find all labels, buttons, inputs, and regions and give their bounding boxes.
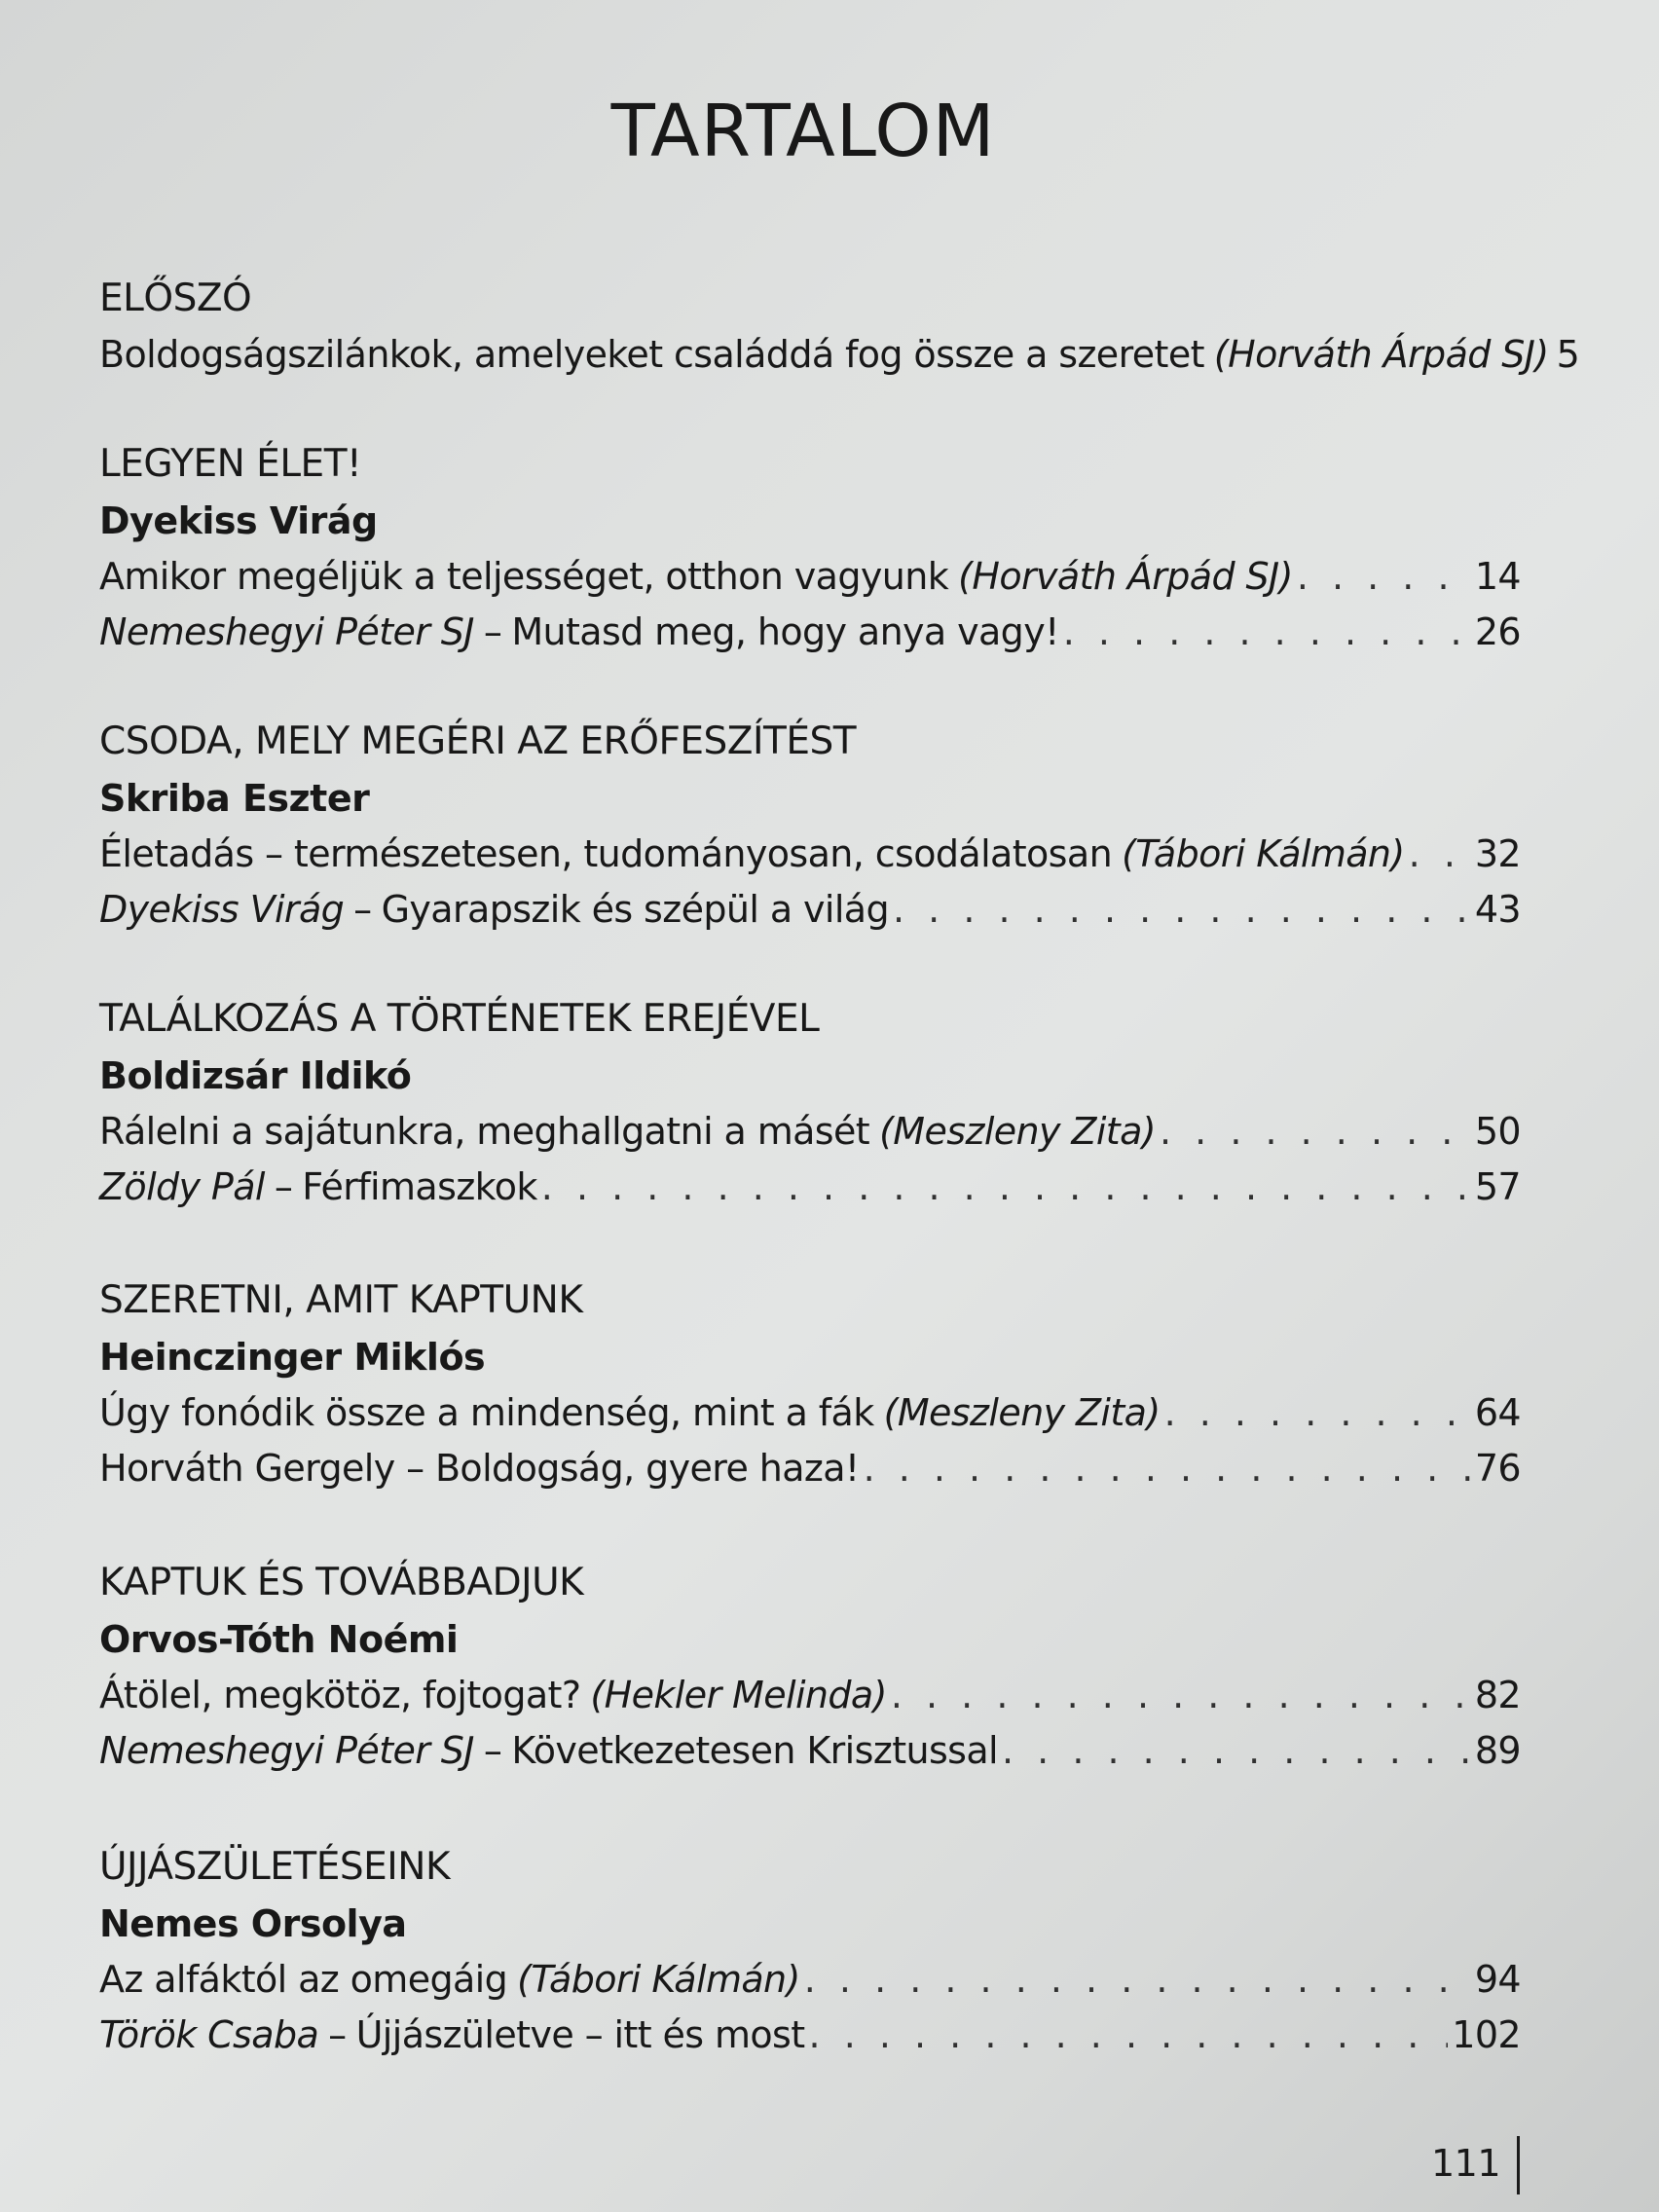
section-heading: ELŐSZÓ — [99, 276, 252, 320]
entry-page-number: 5 — [1556, 333, 1580, 376]
leader-dots — [1160, 1104, 1471, 1160]
section-author: Boldizsár Ildikó — [99, 1054, 412, 1097]
entry-separator: – — [353, 888, 372, 931]
entry-author: Nemeshegyi Péter SJ — [99, 610, 474, 653]
entry-page-number: 76 — [1474, 1447, 1521, 1490]
toc-entry — [99, 2008, 1521, 2063]
entry-title: Gyarapszik és szépül a világ — [381, 888, 889, 931]
entry-page-number: 50 — [1474, 1110, 1521, 1153]
toc-entry — [99, 882, 1521, 938]
entry-author: Török Csaba — [99, 2013, 319, 2056]
entry-title: Újjászületve – itt és most — [355, 2013, 805, 2056]
entry-title: Átölel, megkötöz, fojtogat? — [99, 1674, 581, 1716]
entry-credit: (Meszleny Zita) — [879, 1110, 1157, 1153]
leader-dots — [804, 1952, 1471, 2008]
toc-section — [99, 1272, 1521, 1496]
entry-page-number: 43 — [1474, 888, 1521, 931]
entry-page-number: 14 — [1474, 555, 1521, 598]
leader-dots — [1164, 1385, 1471, 1441]
entry-page-number: 82 — [1474, 1674, 1521, 1716]
section-heading: TALÁLKOZÁS A TÖRTÉNETEK EREJÉVEL — [99, 997, 820, 1041]
entry-separator: – — [483, 1729, 502, 1772]
page-title: TARTALOM — [610, 90, 996, 173]
toc-entry — [99, 1723, 1521, 1779]
entry-page-number: 64 — [1474, 1391, 1521, 1434]
leader-dots — [1063, 605, 1471, 660]
entry-page-number: 32 — [1474, 832, 1521, 875]
toc-section — [99, 271, 1580, 383]
entry-author: Zöldy Pál — [99, 1165, 265, 1208]
entry-title: Életadás – természetesen, tudományosan, csodálatosan — [99, 832, 1113, 875]
entry-title: Amikor megéljük a teljességet, otthon vagyunk — [99, 555, 949, 598]
section-heading: KAPTUK ÉS TOVÁBBADJUK — [99, 1561, 584, 1604]
leader-dots — [891, 1668, 1471, 1723]
toc-entry — [99, 605, 1521, 660]
toc-entry — [99, 1441, 1521, 1496]
entry-title: Horváth Gergely – Boldogság, gyere haza! — [99, 1447, 860, 1490]
entry-credit: (Tábori Kálmán) — [1122, 832, 1405, 875]
toc-entry — [99, 327, 1580, 383]
section-heading: SZERETNI, AMIT KAPTUNK — [99, 1278, 583, 1322]
toc-entry — [99, 827, 1521, 882]
entry-credit: (Horváth Árpád SJ) — [1213, 333, 1549, 376]
section-heading: LEGYEN ÉLET! — [99, 442, 362, 486]
leader-dots — [1002, 1723, 1471, 1779]
leader-dots — [541, 1160, 1471, 1215]
leader-dots — [864, 1441, 1471, 1496]
entry-page-number: 57 — [1474, 1165, 1521, 1208]
toc-section — [99, 714, 1521, 938]
entry-title: Rálelni a sajátunkra, meghallgatni a másét — [99, 1110, 870, 1153]
toc-entry — [99, 1668, 1521, 1723]
entry-page-number: 102 — [1452, 2013, 1521, 2056]
entry-page-number: 89 — [1474, 1729, 1521, 1772]
entry-title: Boldogságszilánkok, amelyeket családdá fog össze a szeretet — [99, 333, 1204, 376]
toc-entry — [99, 1104, 1521, 1160]
leader-dots — [809, 2008, 1449, 2063]
page-number-rule — [1517, 2136, 1520, 2194]
toc-entry — [99, 1160, 1521, 1215]
toc-entry — [99, 1952, 1521, 2008]
entry-credit: (Meszleny Zita) — [883, 1391, 1161, 1434]
section-heading: ÚJJÁSZÜLETÉSEINK — [99, 1845, 451, 1889]
entry-author: Nemeshegyi Péter SJ — [99, 1729, 474, 1772]
entry-separator: – — [274, 1165, 293, 1208]
toc-entry — [99, 1385, 1521, 1441]
leader-dots — [893, 882, 1471, 938]
entry-title: Következetesen Krisztussal — [511, 1729, 999, 1772]
entry-credit: (Tábori Kálmán) — [517, 1958, 800, 2001]
toc-section — [99, 1839, 1521, 2063]
entry-page-number: 26 — [1474, 610, 1521, 653]
entry-separator: – — [328, 2013, 347, 2056]
toc-section — [99, 436, 1521, 660]
entry-page-number: 94 — [1474, 1958, 1521, 2001]
section-author: Dyekiss Virág — [99, 499, 378, 542]
leader-dots — [1297, 549, 1471, 605]
entry-credit: (Hekler Melinda) — [590, 1674, 887, 1716]
toc-section — [99, 1555, 1521, 1779]
section-author: Nemes Orsolya — [99, 1902, 407, 1945]
section-author: Heinczinger Miklós — [99, 1336, 486, 1379]
section-author: Orvos-Tóth Noémi — [99, 1618, 459, 1661]
page-number: 111 — [1431, 2142, 1501, 2185]
entry-author: Dyekiss Virág — [99, 888, 345, 931]
entry-credit: (Horváth Árpád SJ) — [958, 555, 1293, 598]
entry-separator: – — [483, 610, 502, 653]
toc-section — [99, 991, 1521, 1215]
entry-title: Úgy fonódik össze a mindenség, mint a fák — [99, 1391, 874, 1434]
leader-dots — [1409, 827, 1471, 882]
section-heading: CSODA, MELY MEGÉRI AZ ERŐFESZÍTÉST — [99, 719, 857, 763]
entry-title: Mutasd meg, hogy anya vagy! — [511, 610, 1059, 653]
entry-title: Az alfáktól az omegáig — [99, 1958, 508, 2001]
toc-entry — [99, 549, 1521, 605]
section-author: Skriba Eszter — [99, 777, 370, 820]
entry-title: Férfimaszkok — [302, 1165, 537, 1208]
